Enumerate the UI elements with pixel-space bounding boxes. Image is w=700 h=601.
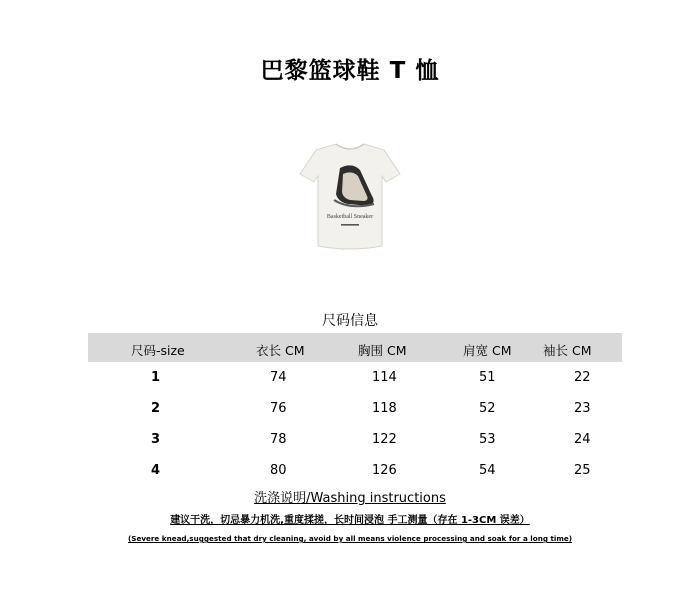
length-cell: 78 [270, 432, 287, 447]
sleeve-cell: 24 [574, 432, 591, 447]
sleeve-cell: 25 [574, 463, 591, 478]
washing-instructions-english: (Severe knead,suggested that dry cleaning, avoid by all means violence processing and soak for a long time) [127, 534, 573, 543]
header-length: 衣长 CM [256, 343, 305, 358]
size-table-header [88, 333, 622, 362]
washing-instructions-chinese: 建议干洗，切忌暴力机洗,重度揉搓，长时间浸泡 手工测量（存在 1-3CM 误差） [170, 515, 530, 526]
length-cell: 80 [270, 463, 287, 478]
header-shoulder: 肩宽 CM [463, 343, 512, 358]
chest-cell: 114 [372, 370, 397, 385]
table-row [88, 362, 622, 393]
washing-instructions-title: 洗涤说明/Washing instructions [254, 491, 446, 506]
chest-cell: 118 [372, 401, 397, 416]
size-cell: 4 [151, 463, 161, 478]
size-info-heading: 尺码信息 [322, 313, 378, 329]
chest-cell: 126 [372, 463, 397, 478]
header-chest: 胸围 CM [358, 343, 407, 358]
chest-cell: 122 [372, 432, 397, 447]
size-table [88, 333, 622, 486]
length-cell: 74 [270, 370, 287, 385]
product-image [298, 140, 402, 252]
page-title: 巴黎篮球鞋 T 恤 [260, 58, 440, 84]
size-cell: 2 [151, 401, 161, 416]
header-size: 尺码-size [131, 343, 185, 358]
table-row [88, 393, 622, 424]
sleeve-cell: 23 [574, 401, 591, 416]
table-row [88, 455, 622, 486]
size-cell: 1 [151, 370, 161, 385]
shoulder-cell: 52 [479, 401, 496, 416]
sleeve-cell: 22 [574, 370, 591, 385]
length-cell: 76 [270, 401, 287, 416]
shoulder-cell: 54 [479, 463, 496, 478]
table-row [88, 424, 622, 455]
size-cell: 3 [151, 432, 161, 447]
shoulder-cell: 51 [479, 370, 496, 385]
tshirt-illustration [298, 140, 402, 252]
shirt-print-text: Basketball Sneaker [326, 214, 374, 220]
header-sleeve: 袖长 CM [543, 343, 592, 358]
shoulder-cell: 53 [479, 432, 496, 447]
